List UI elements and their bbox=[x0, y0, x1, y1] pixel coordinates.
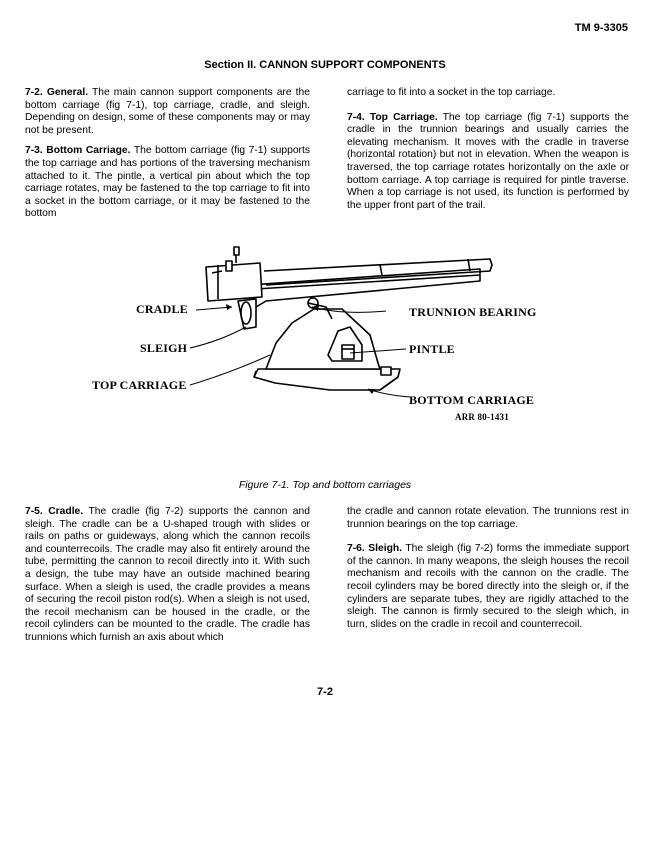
paragraph-text: The sleigh (fig 7-2) forms the immediate support of the cannon. In many weapons, the sleigh houses the recoil mechanism and recoils with the cannon on the cradle. The recoil cylinders may be bored directly into the sleigh or, if the cylinders are separate tubes, they are rigidly attached to the sleigh. The cannon is firmly secured to the sleigh which, in turn, slides on the cradle in recoil and counterrecoil. bbox=[347, 543, 629, 630]
paragraph-7-4 bbox=[347, 112, 629, 213]
paragraph-number: 7-5. bbox=[25, 506, 43, 517]
label-cradle: CRADLE bbox=[136, 302, 188, 316]
paragraph-number: 7-4. bbox=[347, 111, 365, 123]
paragraph-7-5 bbox=[25, 506, 310, 645]
paragraph-text: The main cannon support components are the bottom carriage (fig 7-1), top carriage, cradle, and sleigh. Depending on design, some of these components may or may not be present. bbox=[25, 87, 310, 136]
paragraph-7-3 bbox=[25, 145, 310, 221]
figure-caption: Figure 7-1. Top and bottom carriages bbox=[238, 479, 412, 491]
paragraph-7-5-continued: the cradle and cannon rotate elevation. The trunnions rest in trunnion bearings on the top carriage. bbox=[347, 506, 629, 530]
paragraph-text: The cradle (fig 7-2) supports the cannon and sleigh. The cradle can be a U-shaped trough with slides or rails on paths or guideways, along which the cannon recoils and counterrecoils. The cradle may also fit entirely around the tube, permitting the cannon to recoil directly into it. With such a design, the tube may have an outside machined bearing surface. When a sleigh is used, the cradle provides a means of securing the recoil piston rod(s). When a sleigh is not used, the recoil mechanism can be housed in the cradle, or the recoil cylinders can be mounted to the cradle. The cradle has trunnions which furnish an axis about which bbox=[25, 506, 310, 643]
paragraph-number: 7-6. bbox=[347, 543, 365, 555]
paragraph-heading: Sleigh. bbox=[368, 543, 403, 555]
column-right-bottom bbox=[347, 506, 629, 631]
paragraph-text: The top carriage (fig 7-1) supports the cradle in the trunnion bearings and usually carries the elevating mechanism. It moves with the cradle in traverse (horizontal rotation) but not in elevation. When the weapon is traversed, the top carriage rotates horizontally on the axle or bottom carriage. A top carriage is required for pintle traverse. When a top carriage is not used, its function is performed by the upper front part of the trail. bbox=[347, 111, 629, 211]
label-pintle: PINTLE bbox=[409, 342, 455, 356]
paragraph-heading: Cradle. bbox=[48, 506, 84, 517]
paragraph-number: 7-3. bbox=[25, 145, 43, 157]
label-top-carriage: TOP CARRIAGE bbox=[92, 378, 187, 392]
paragraph-number: 7-2. bbox=[25, 87, 43, 98]
page-number: 7-2 bbox=[317, 686, 333, 698]
column-left-bottom bbox=[25, 506, 310, 645]
label-sleigh: SLEIGH bbox=[140, 341, 188, 355]
paragraph-heading: Top Carriage. bbox=[369, 111, 438, 123]
paragraph-heading: Bottom Carriage. bbox=[46, 145, 131, 157]
column-left-top bbox=[25, 87, 310, 221]
figure-reference-number: ARR 80-1431 bbox=[455, 412, 509, 422]
paragraph-text: The bottom carriage (fig 7-1) supports the top carriage and has portions of the traversing mechanism attached to it. The pintle, a vertical pin about which the top carriage rotates, may be fastened to the top carriage to fit into a socket in the bottom carriage, or it may be fastened to the bottom bbox=[25, 145, 310, 220]
document-id: TM 9-3305 bbox=[574, 22, 628, 34]
paragraph-7-6 bbox=[347, 543, 629, 631]
section-title: Section II. CANNON SUPPORT COMPONENTS bbox=[204, 59, 446, 71]
label-trunnion-bearing: TRUNNION BEARING bbox=[409, 305, 537, 319]
paragraph-7-2 bbox=[25, 87, 310, 137]
paragraph-7-3-continued: carriage to fit into a socket in the top carriage. bbox=[347, 87, 556, 98]
label-bottom-carriage: BOTTOM CARRIAGE bbox=[409, 393, 535, 407]
paragraph-heading: General. bbox=[46, 87, 89, 98]
column-right-top bbox=[347, 87, 629, 212]
figure-top-bottom-carriages bbox=[80, 245, 580, 445]
